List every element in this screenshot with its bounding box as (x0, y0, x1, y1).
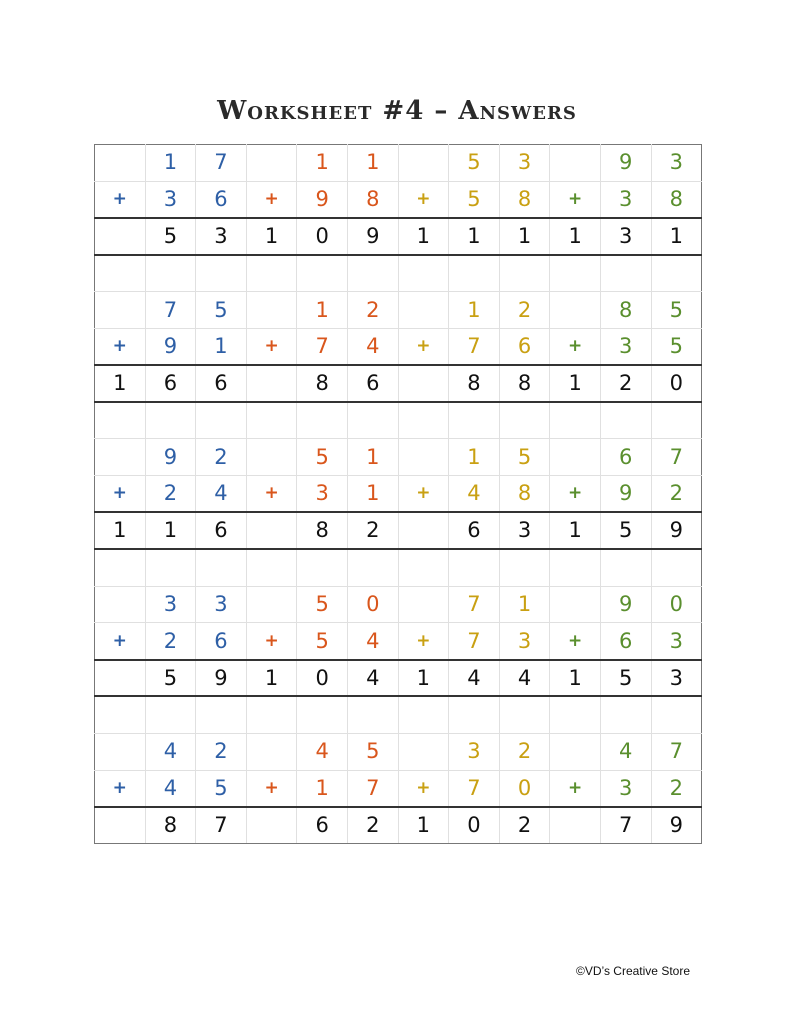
empty-cell (196, 255, 247, 292)
footer-credit: ©VD’s Creative Store (576, 964, 690, 978)
empty-cell (246, 439, 297, 476)
addend-row (95, 439, 702, 476)
empty-cell (95, 660, 146, 697)
answer-digit: 3 (600, 218, 651, 255)
digit-cell: 9 (145, 328, 196, 365)
empty-cell (297, 255, 348, 292)
digit-cell: 2 (196, 733, 247, 770)
empty-cell (651, 696, 702, 733)
answer-row (95, 807, 702, 844)
answer-digit: 8 (449, 365, 500, 402)
answer-digit: 0 (651, 365, 702, 402)
answer-digit: 1 (246, 218, 297, 255)
empty-cell (651, 402, 702, 439)
digit-cell: 7 (449, 770, 500, 807)
empty-cell (398, 549, 449, 586)
digit-cell: 6 (196, 181, 247, 218)
empty-cell (246, 512, 297, 549)
empty-cell (550, 145, 601, 182)
empty-cell (651, 255, 702, 292)
answer-digit: 1 (398, 218, 449, 255)
answer-row (95, 365, 702, 402)
plus-sign: + (246, 770, 297, 807)
digit-cell: 3 (600, 770, 651, 807)
digit-cell: 3 (651, 623, 702, 660)
answer-digit: 3 (499, 512, 550, 549)
empty-cell (449, 402, 500, 439)
plus-sign: + (398, 181, 449, 218)
digit-cell: 7 (449, 328, 500, 365)
empty-cell (297, 549, 348, 586)
empty-cell (398, 696, 449, 733)
digit-cell: 7 (347, 770, 398, 807)
answer-digit: 6 (297, 807, 348, 844)
digit-cell: 1 (449, 439, 500, 476)
empty-cell (398, 586, 449, 623)
empty-cell (246, 549, 297, 586)
plus-sign: + (550, 623, 601, 660)
plus-sign: + (550, 770, 601, 807)
answer-digit: 6 (196, 512, 247, 549)
empty-cell (398, 402, 449, 439)
digit-cell: 2 (347, 292, 398, 329)
answer-digit: 9 (347, 218, 398, 255)
digit-cell: 7 (449, 623, 500, 660)
digit-cell: 4 (600, 733, 651, 770)
plus-sign: + (246, 476, 297, 513)
empty-cell (600, 696, 651, 733)
empty-cell (347, 255, 398, 292)
answer-digit: 8 (297, 512, 348, 549)
empty-cell (347, 696, 398, 733)
digit-cell: 9 (297, 181, 348, 218)
answer-digit: 3 (651, 660, 702, 697)
digit-cell: 3 (651, 145, 702, 182)
empty-cell (246, 255, 297, 292)
answer-digit: 4 (449, 660, 500, 697)
plus-sign: + (95, 328, 146, 365)
empty-cell (550, 292, 601, 329)
digit-cell: 7 (145, 292, 196, 329)
digit-cell: 8 (347, 181, 398, 218)
answer-digit: 0 (297, 660, 348, 697)
digit-cell: 1 (449, 292, 500, 329)
answer-row (95, 512, 702, 549)
page-title: Worksheet #4 – Answers (217, 96, 577, 126)
empty-cell (145, 696, 196, 733)
digit-cell: 1 (347, 476, 398, 513)
empty-cell (449, 549, 500, 586)
empty-cell (347, 549, 398, 586)
answer-digit: 1 (550, 365, 601, 402)
empty-cell (246, 402, 297, 439)
digit-cell: 9 (600, 586, 651, 623)
plus-sign: + (95, 181, 146, 218)
empty-cell (398, 145, 449, 182)
empty-cell (246, 145, 297, 182)
spacer-row (95, 255, 702, 292)
digit-cell: 5 (297, 439, 348, 476)
plus-sign: + (550, 328, 601, 365)
digit-cell: 9 (600, 476, 651, 513)
empty-cell (95, 807, 146, 844)
digit-cell: 8 (600, 292, 651, 329)
digit-cell: 1 (347, 145, 398, 182)
digit-cell: 5 (499, 439, 550, 476)
addend-row (95, 586, 702, 623)
answer-digit: 6 (449, 512, 500, 549)
digit-cell: 2 (145, 476, 196, 513)
digit-cell: 4 (297, 733, 348, 770)
digit-cell: 0 (347, 586, 398, 623)
plus-sign: + (398, 328, 449, 365)
digit-cell: 2 (499, 292, 550, 329)
digit-cell: 5 (651, 292, 702, 329)
digit-cell: 1 (145, 145, 196, 182)
empty-cell (550, 586, 601, 623)
empty-cell (145, 255, 196, 292)
digit-cell: 7 (196, 145, 247, 182)
empty-cell (95, 586, 146, 623)
empty-cell (95, 145, 146, 182)
digit-cell: 1 (499, 586, 550, 623)
digit-cell: 4 (145, 733, 196, 770)
answer-digit: 6 (347, 365, 398, 402)
digit-cell: 3 (600, 328, 651, 365)
digit-cell: 1 (297, 292, 348, 329)
digit-cell: 1 (297, 770, 348, 807)
plus-sign: + (550, 181, 601, 218)
digit-cell: 5 (449, 181, 500, 218)
empty-cell (398, 512, 449, 549)
digit-cell: 9 (600, 145, 651, 182)
digit-cell: 0 (499, 770, 550, 807)
digit-cell: 2 (651, 476, 702, 513)
empty-cell (196, 402, 247, 439)
empty-cell (449, 255, 500, 292)
plus-sign: + (550, 476, 601, 513)
answer-digit: 2 (600, 365, 651, 402)
empty-cell (246, 807, 297, 844)
addend-row (95, 328, 702, 365)
digit-cell: 3 (196, 586, 247, 623)
answer-digit: 1 (95, 512, 146, 549)
empty-cell (550, 733, 601, 770)
empty-cell (550, 402, 601, 439)
spacer-row (95, 402, 702, 439)
digit-cell: 8 (499, 181, 550, 218)
empty-cell (95, 439, 146, 476)
digit-cell: 3 (499, 623, 550, 660)
addend-row (95, 145, 702, 182)
plus-sign: + (398, 770, 449, 807)
digit-cell: 9 (145, 439, 196, 476)
answer-digit: 1 (145, 512, 196, 549)
empty-cell (600, 549, 651, 586)
digit-cell: 6 (196, 623, 247, 660)
digit-cell: 2 (499, 733, 550, 770)
answer-digit: 8 (499, 365, 550, 402)
answer-digit: 1 (449, 218, 500, 255)
empty-cell (499, 402, 550, 439)
digit-cell: 1 (347, 439, 398, 476)
empty-cell (95, 402, 146, 439)
answer-digit: 1 (398, 660, 449, 697)
digit-cell: 7 (297, 328, 348, 365)
digit-cell: 7 (651, 733, 702, 770)
empty-cell (145, 402, 196, 439)
answer-digit: 1 (550, 218, 601, 255)
answer-digit: 5 (600, 660, 651, 697)
empty-cell (550, 807, 601, 844)
digit-cell: 5 (297, 623, 348, 660)
empty-cell (246, 696, 297, 733)
digit-cell: 7 (449, 586, 500, 623)
addend-row (95, 733, 702, 770)
answer-digit: 9 (651, 512, 702, 549)
addend-row (95, 623, 702, 660)
empty-cell (550, 549, 601, 586)
answer-digit: 4 (347, 660, 398, 697)
digit-cell: 1 (196, 328, 247, 365)
worksheet-grid (94, 144, 702, 844)
empty-cell (499, 255, 550, 292)
digit-cell: 7 (651, 439, 702, 476)
spacer-row (95, 696, 702, 733)
digit-cell: 3 (297, 476, 348, 513)
empty-cell (398, 365, 449, 402)
answer-digit: 8 (297, 365, 348, 402)
empty-cell (600, 255, 651, 292)
empty-cell (398, 733, 449, 770)
digit-cell: 6 (499, 328, 550, 365)
plus-sign: + (398, 476, 449, 513)
answer-digit: 5 (600, 512, 651, 549)
digit-cell: 8 (499, 476, 550, 513)
empty-cell (95, 733, 146, 770)
empty-cell (550, 696, 601, 733)
digit-cell: 5 (196, 292, 247, 329)
answer-digit: 6 (145, 365, 196, 402)
answer-digit: 0 (297, 218, 348, 255)
spacer-row (95, 549, 702, 586)
answer-digit: 9 (196, 660, 247, 697)
digit-cell: 4 (145, 770, 196, 807)
answer-digit: 1 (550, 660, 601, 697)
answer-digit: 7 (196, 807, 247, 844)
answer-digit: 3 (196, 218, 247, 255)
addend-row (95, 476, 702, 513)
empty-cell (651, 549, 702, 586)
digit-cell: 8 (651, 181, 702, 218)
addend-row (95, 770, 702, 807)
plus-sign: + (246, 181, 297, 218)
empty-cell (398, 292, 449, 329)
plus-sign: + (246, 328, 297, 365)
digit-cell: 4 (449, 476, 500, 513)
digit-cell: 5 (196, 770, 247, 807)
answer-digit: 6 (196, 365, 247, 402)
empty-cell (95, 255, 146, 292)
digit-cell: 4 (347, 623, 398, 660)
answer-digit: 2 (347, 512, 398, 549)
empty-cell (246, 365, 297, 402)
empty-cell (398, 255, 449, 292)
digit-cell: 3 (449, 733, 500, 770)
answer-digit: 2 (347, 807, 398, 844)
answer-digit: 7 (600, 807, 651, 844)
answer-digit: 5 (145, 218, 196, 255)
digit-cell: 1 (297, 145, 348, 182)
answer-digit: 1 (651, 218, 702, 255)
answer-row (95, 660, 702, 697)
empty-cell (297, 402, 348, 439)
digit-cell: 3 (600, 181, 651, 218)
digit-cell: 0 (651, 586, 702, 623)
answer-digit: 0 (449, 807, 500, 844)
answer-digit: 2 (499, 807, 550, 844)
digit-cell: 3 (145, 181, 196, 218)
empty-cell (95, 696, 146, 733)
empty-cell (499, 549, 550, 586)
digit-cell: 5 (347, 733, 398, 770)
plus-sign: + (398, 623, 449, 660)
answer-digit: 5 (145, 660, 196, 697)
answer-digit: 1 (550, 512, 601, 549)
answer-digit: 1 (95, 365, 146, 402)
plus-sign: + (95, 770, 146, 807)
digit-cell: 2 (651, 770, 702, 807)
digit-cell: 4 (196, 476, 247, 513)
empty-cell (196, 696, 247, 733)
empty-cell (246, 292, 297, 329)
digit-cell: 3 (499, 145, 550, 182)
answer-digit: 4 (499, 660, 550, 697)
empty-cell (95, 549, 146, 586)
digit-cell: 5 (449, 145, 500, 182)
empty-cell (246, 733, 297, 770)
answer-digit: 1 (398, 807, 449, 844)
digit-cell: 5 (297, 586, 348, 623)
digit-cell: 3 (145, 586, 196, 623)
empty-cell (449, 696, 500, 733)
empty-cell (297, 696, 348, 733)
empty-cell (550, 255, 601, 292)
empty-cell (499, 696, 550, 733)
answer-digit: 8 (145, 807, 196, 844)
digit-cell: 4 (347, 328, 398, 365)
empty-cell (600, 402, 651, 439)
plus-sign: + (95, 476, 146, 513)
empty-cell (398, 439, 449, 476)
empty-cell (246, 586, 297, 623)
empty-cell (196, 549, 247, 586)
digit-cell: 2 (196, 439, 247, 476)
addend-row (95, 181, 702, 218)
answer-digit: 1 (499, 218, 550, 255)
digit-cell: 6 (600, 623, 651, 660)
plus-sign: + (95, 623, 146, 660)
empty-cell (347, 402, 398, 439)
addend-row (95, 292, 702, 329)
digit-cell: 6 (600, 439, 651, 476)
empty-cell (95, 218, 146, 255)
answer-row (95, 218, 702, 255)
plus-sign: + (246, 623, 297, 660)
empty-cell (95, 292, 146, 329)
digit-cell: 2 (145, 623, 196, 660)
empty-cell (550, 439, 601, 476)
digit-cell: 5 (651, 328, 702, 365)
answer-digit: 9 (651, 807, 702, 844)
empty-cell (145, 549, 196, 586)
answer-digit: 1 (246, 660, 297, 697)
